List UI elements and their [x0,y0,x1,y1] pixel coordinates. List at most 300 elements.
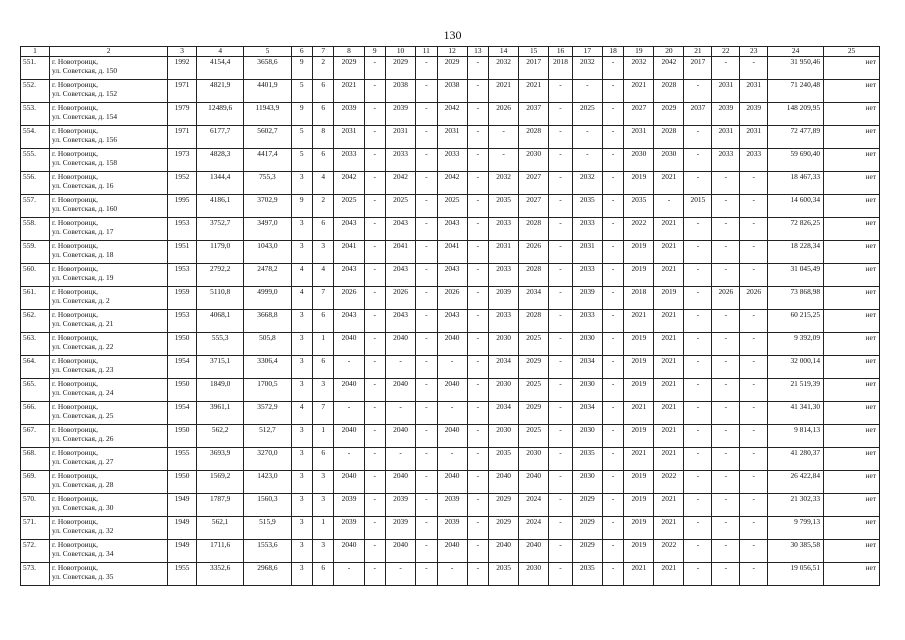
cell-col-3: 1949 [168,494,197,517]
cell-col-14: 2034 [489,356,519,379]
column-header: 8 [334,47,364,57]
cell-col-14: 2033 [489,264,519,287]
cell-col-8: - [334,402,364,425]
cell-col-12: - [437,563,467,586]
cell-col-3: 1953 [168,218,197,241]
cell-col-19: 2019 [624,471,654,494]
cell-col-20: 2021 [654,241,684,264]
cell-col-11: - [416,448,437,471]
cell-col-23: - [740,494,768,517]
cell-col-11: - [416,287,437,310]
cell-col-6: 9 [291,57,312,80]
cell-col-17: 2033 [572,310,602,333]
row-number: 557. [21,195,50,218]
cell-col-21: - [684,126,712,149]
cell-col-20: 2021 [654,218,684,241]
cell-col-25: нет [824,310,880,333]
cell-col-5: 1043,0 [244,241,291,264]
cell-col-23: - [740,333,768,356]
cell-col-15: 2028 [519,310,549,333]
cell-col-9: - [364,448,385,471]
cell-col-24: 9 799,13 [768,517,824,540]
cell-col-25: нет [824,103,880,126]
cell-col-4: 555,3 [197,333,244,356]
cell-col-4: 1344,4 [197,172,244,195]
cell-col-7: 1 [313,517,334,540]
address-street: ул. Советская, д. 22 [51,341,114,351]
cell-col-14: 2032 [489,57,519,80]
cell-col-12: 2039 [437,517,467,540]
cell-col-6: 9 [291,103,312,126]
cell-col-3: 1959 [168,287,197,310]
cell-col-22: 2033 [712,149,740,172]
cell-col-7: 6 [313,103,334,126]
cell-col-22: - [712,494,740,517]
address-street: ул. Советская, д. 35 [51,571,114,581]
address-street: ул. Советская, д. 30 [51,502,114,512]
address-city: г. Новотроицк, [51,195,99,204]
row-number: 573. [21,563,50,586]
cell-col-22: - [712,172,740,195]
cell-col-19: 2021 [624,80,654,103]
cell-col-9: - [364,402,385,425]
cell-col-25: нет [824,425,880,448]
cell-col-11: - [416,172,437,195]
cell-col-10: 2040 [386,540,416,563]
column-header: 15 [519,47,549,57]
row-number: 558. [21,218,50,241]
cell-col-4: 3961,1 [197,402,244,425]
address-city: г. Новотроицк, [51,540,99,549]
cell-col-8: 2040 [334,471,364,494]
cell-col-16: - [549,540,573,563]
cell-col-17: 2032 [572,172,602,195]
cell-col-17: 2030 [572,379,602,402]
cell-col-4: 4821,9 [197,80,244,103]
cell-col-5: 4401,9 [244,80,291,103]
cell-col-5: 4999,0 [244,287,291,310]
address-city: г. Новотроицк, [51,241,99,250]
cell-col-8: 2025 [334,195,364,218]
column-header: 23 [740,47,768,57]
cell-col-24: 31 045,49 [768,264,824,287]
cell-col-5: 755,3 [244,172,291,195]
cell-col-18: - [602,264,623,287]
cell-col-5: 2968,6 [244,563,291,586]
cell-col-19: 2021 [624,448,654,471]
cell-col-4: 2792,2 [197,264,244,287]
cell-col-8: 2040 [334,425,364,448]
address-cell [49,540,167,563]
cell-col-15: 2040 [519,540,549,563]
address-city: г. Новотроицк, [51,471,99,480]
cell-col-24: 32 000,14 [768,356,824,379]
cell-col-20: 2021 [654,494,684,517]
row-number: 559. [21,241,50,264]
address-cell [49,379,167,402]
cell-col-4: 1179,0 [197,241,244,264]
cell-col-16: - [549,264,573,287]
cell-col-22: 2026 [712,287,740,310]
column-header: 10 [386,47,416,57]
cell-col-3: 1971 [168,80,197,103]
cell-col-15: 2027 [519,195,549,218]
cell-col-5: 3270,0 [244,448,291,471]
address-street: ул. Советская, д. 27 [51,456,114,466]
cell-col-18: - [602,80,623,103]
table-row [21,471,880,494]
cell-col-25: нет [824,264,880,287]
cell-col-24: 31 950,46 [768,57,824,80]
cell-col-24: 26 422,84 [768,471,824,494]
table-row [21,379,880,402]
cell-col-24: 41 341,30 [768,402,824,425]
address-cell [49,264,167,287]
cell-col-12: - [437,356,467,379]
cell-col-7: 6 [313,80,334,103]
column-header: 9 [364,47,385,57]
column-header: 22 [712,47,740,57]
cell-col-9: - [364,333,385,356]
cell-col-3: 1949 [168,540,197,563]
address-cell [49,57,167,80]
cell-col-8: 2040 [334,379,364,402]
cell-col-15: 2027 [519,172,549,195]
cell-col-21: - [684,310,712,333]
cell-col-11: - [416,310,437,333]
cell-col-4: 3715,1 [197,356,244,379]
cell-col-24: 9 814,13 [768,425,824,448]
cell-col-6: 3 [291,471,312,494]
cell-col-21: - [684,425,712,448]
cell-col-7: 6 [313,218,334,241]
cell-col-17: - [572,80,602,103]
cell-col-25: нет [824,379,880,402]
cell-col-14: - [489,126,519,149]
cell-col-15: 2017 [519,57,549,80]
cell-col-3: 1953 [168,310,197,333]
cell-col-7: 6 [313,563,334,586]
address-city: г. Новотроицк, [51,310,99,319]
cell-col-18: - [602,494,623,517]
cell-col-10: 2040 [386,471,416,494]
cell-col-5: 1423,0 [244,471,291,494]
cell-col-18: - [602,563,623,586]
cell-col-23: - [740,379,768,402]
cell-col-5: 3572,9 [244,402,291,425]
address-city: г. Новотроицк, [51,563,99,572]
cell-col-16: - [549,563,573,586]
row-number: 560. [21,264,50,287]
cell-col-13: - [467,356,488,379]
cell-col-12: 2026 [437,287,467,310]
cell-col-24: 60 215,25 [768,310,824,333]
cell-col-17: 2035 [572,195,602,218]
address-street: ул. Советская, д. 25 [51,410,114,420]
cell-col-5: 3306,4 [244,356,291,379]
cell-col-21: 2037 [684,103,712,126]
cell-col-15: 2025 [519,425,549,448]
cell-col-17: 2031 [572,241,602,264]
cell-col-24: 14 600,34 [768,195,824,218]
cell-col-14: 2035 [489,195,519,218]
cell-col-21: - [684,241,712,264]
cell-col-16: - [549,517,573,540]
cell-col-20: 2022 [654,471,684,494]
row-number: 562. [21,310,50,333]
cell-col-25: нет [824,149,880,172]
table-row [21,264,880,287]
page-number: 130 [443,28,462,42]
table-row [21,540,880,563]
cell-col-9: - [364,241,385,264]
cell-col-9: - [364,425,385,448]
cell-col-10: 2043 [386,218,416,241]
cell-col-21: - [684,356,712,379]
cell-col-12: 2040 [437,425,467,448]
cell-col-8: 2021 [334,80,364,103]
cell-col-11: - [416,425,437,448]
cell-col-22: - [712,310,740,333]
cell-col-4: 3752,7 [197,218,244,241]
row-number: 564. [21,356,50,379]
cell-col-22: - [712,241,740,264]
address-city: г. Новотроицк, [51,149,99,158]
cell-col-22: - [712,540,740,563]
cell-col-23: - [740,195,768,218]
cell-col-19: 2022 [624,218,654,241]
cell-col-6: 5 [291,126,312,149]
cell-col-21: - [684,563,712,586]
cell-col-11: - [416,333,437,356]
table-row [21,563,880,586]
cell-col-22: 2039 [712,103,740,126]
cell-col-6: 3 [291,310,312,333]
cell-col-15: 2025 [519,379,549,402]
cell-col-5: 3702,9 [244,195,291,218]
cell-col-8: 2043 [334,310,364,333]
cell-col-6: 5 [291,80,312,103]
cell-col-19: 2021 [624,310,654,333]
cell-col-14: 2034 [489,402,519,425]
cell-col-6: 3 [291,379,312,402]
table-row [21,241,880,264]
row-number: 553. [21,103,50,126]
cell-col-22: - [712,425,740,448]
cell-col-19: 2019 [624,241,654,264]
cell-col-11: - [416,517,437,540]
cell-col-18: - [602,287,623,310]
cell-col-9: - [364,471,385,494]
cell-col-10: - [386,356,416,379]
cell-col-23: - [740,218,768,241]
cell-col-3: 1953 [168,264,197,287]
cell-col-4: 12489,6 [197,103,244,126]
cell-col-7: 3 [313,540,334,563]
cell-col-20: 2021 [654,356,684,379]
address-street: ул. Советская, д. 150 [51,65,118,75]
cell-col-3: 1979 [168,103,197,126]
cell-col-8: 2026 [334,287,364,310]
address-street: ул. Советская, д. 158 [51,157,118,167]
cell-col-6: 3 [291,494,312,517]
cell-col-21: - [684,402,712,425]
cell-col-13: - [467,80,488,103]
cell-col-9: - [364,310,385,333]
cell-col-14: - [489,149,519,172]
cell-col-10: - [386,563,416,586]
cell-col-14: 2026 [489,103,519,126]
cell-col-6: 3 [291,540,312,563]
cell-col-8: 2041 [334,241,364,264]
cell-col-6: 3 [291,172,312,195]
cell-col-10: 2025 [386,195,416,218]
address-city: г. Новотроицк, [51,356,99,365]
table-row [21,172,880,195]
cell-col-17: 2033 [572,218,602,241]
cell-col-18: - [602,448,623,471]
address-cell [49,195,167,218]
cell-col-14: 2035 [489,448,519,471]
column-header: 25 [824,47,880,57]
cell-col-6: 3 [291,356,312,379]
cell-col-7: 8 [313,126,334,149]
cell-col-12: 2029 [437,57,467,80]
cell-col-11: - [416,356,437,379]
address-city: г. Новотроицк, [51,57,99,66]
cell-col-5: 1560,3 [244,494,291,517]
column-header: 14 [489,47,519,57]
cell-col-4: 1711,6 [197,540,244,563]
cell-col-4: 6177,7 [197,126,244,149]
cell-col-24: 21 519,39 [768,379,824,402]
cell-col-18: - [602,195,623,218]
address-cell [49,563,167,586]
cell-col-19: 2027 [624,103,654,126]
table-row [21,402,880,425]
cell-col-24: 59 690,40 [768,149,824,172]
cell-col-12: 2040 [437,471,467,494]
cell-col-13: - [467,149,488,172]
address-street: ул. Советская, д. 160 [51,203,118,213]
cell-col-12: 2033 [437,149,467,172]
cell-col-10: 2039 [386,517,416,540]
column-header: 20 [654,47,684,57]
cell-col-12: - [437,402,467,425]
cell-col-16: - [549,310,573,333]
row-number: 554. [21,126,50,149]
cell-col-5: 3497,0 [244,218,291,241]
cell-col-12: - [437,448,467,471]
cell-col-14: 2029 [489,494,519,517]
cell-col-17: 2034 [572,402,602,425]
cell-col-4: 4828,3 [197,149,244,172]
cell-col-16: - [549,356,573,379]
cell-col-6: 5 [291,149,312,172]
cell-col-23: - [740,241,768,264]
address-city: г. Новотроицк, [51,287,99,296]
cell-col-25: нет [824,333,880,356]
cell-col-9: - [364,517,385,540]
cell-col-15: 2030 [519,149,549,172]
cell-col-10: 2026 [386,287,416,310]
cell-col-13: - [467,448,488,471]
cell-col-20: 2022 [654,540,684,563]
row-number: 565. [21,379,50,402]
cell-col-13: - [467,103,488,126]
cell-col-23: 2031 [740,80,768,103]
address-city: г. Новотроицк, [51,402,99,411]
address-street: ул. Советская, д. 16 [51,180,114,190]
cell-col-23: 2033 [740,149,768,172]
cell-col-16: - [549,126,573,149]
cell-col-12: 2040 [437,540,467,563]
cell-col-23: - [740,448,768,471]
cell-col-21: - [684,287,712,310]
cell-col-13: - [467,287,488,310]
cell-col-18: - [602,402,623,425]
cell-col-3: 1971 [168,126,197,149]
cell-col-11: - [416,494,437,517]
cell-col-12: 2040 [437,379,467,402]
cell-col-7: 6 [313,448,334,471]
cell-col-19: 2019 [624,494,654,517]
cell-col-6: 4 [291,402,312,425]
cell-col-6: 3 [291,218,312,241]
address-cell [49,218,167,241]
cell-col-4: 5110,8 [197,287,244,310]
cell-col-11: - [416,80,437,103]
cell-col-24: 71 240,48 [768,80,824,103]
cell-col-10: 2043 [386,264,416,287]
cell-col-22: 2031 [712,126,740,149]
cell-col-8: 2033 [334,149,364,172]
cell-col-16: - [549,172,573,195]
cell-col-19: 2019 [624,379,654,402]
cell-col-25: нет [824,563,880,586]
cell-col-23: - [740,402,768,425]
column-header: 12 [437,47,467,57]
cell-col-15: 2029 [519,402,549,425]
cell-col-9: - [364,103,385,126]
address-city: г. Новотроицк, [51,80,99,89]
cell-col-14: 2039 [489,287,519,310]
cell-col-20: 2029 [654,103,684,126]
table-row [21,149,880,172]
cell-col-16: - [549,80,573,103]
cell-col-19: 2021 [624,402,654,425]
cell-col-16: - [549,448,573,471]
cell-col-14: 2029 [489,517,519,540]
cell-col-5: 3668,8 [244,310,291,333]
cell-col-11: - [416,195,437,218]
cell-col-13: - [467,563,488,586]
cell-col-4: 562,1 [197,517,244,540]
cell-col-16: - [549,471,573,494]
cell-col-15: 2028 [519,218,549,241]
cell-col-9: - [364,149,385,172]
address-street: ул. Советская, д. 32 [51,525,114,535]
cell-col-12: 2043 [437,310,467,333]
cell-col-24: 30 385,58 [768,540,824,563]
cell-col-19: 2019 [624,264,654,287]
cell-col-16: - [549,287,573,310]
cell-col-3: 1973 [168,149,197,172]
cell-col-10: 2039 [386,494,416,517]
cell-col-8: 2039 [334,517,364,540]
cell-col-8: 2043 [334,218,364,241]
column-header: 7 [313,47,334,57]
